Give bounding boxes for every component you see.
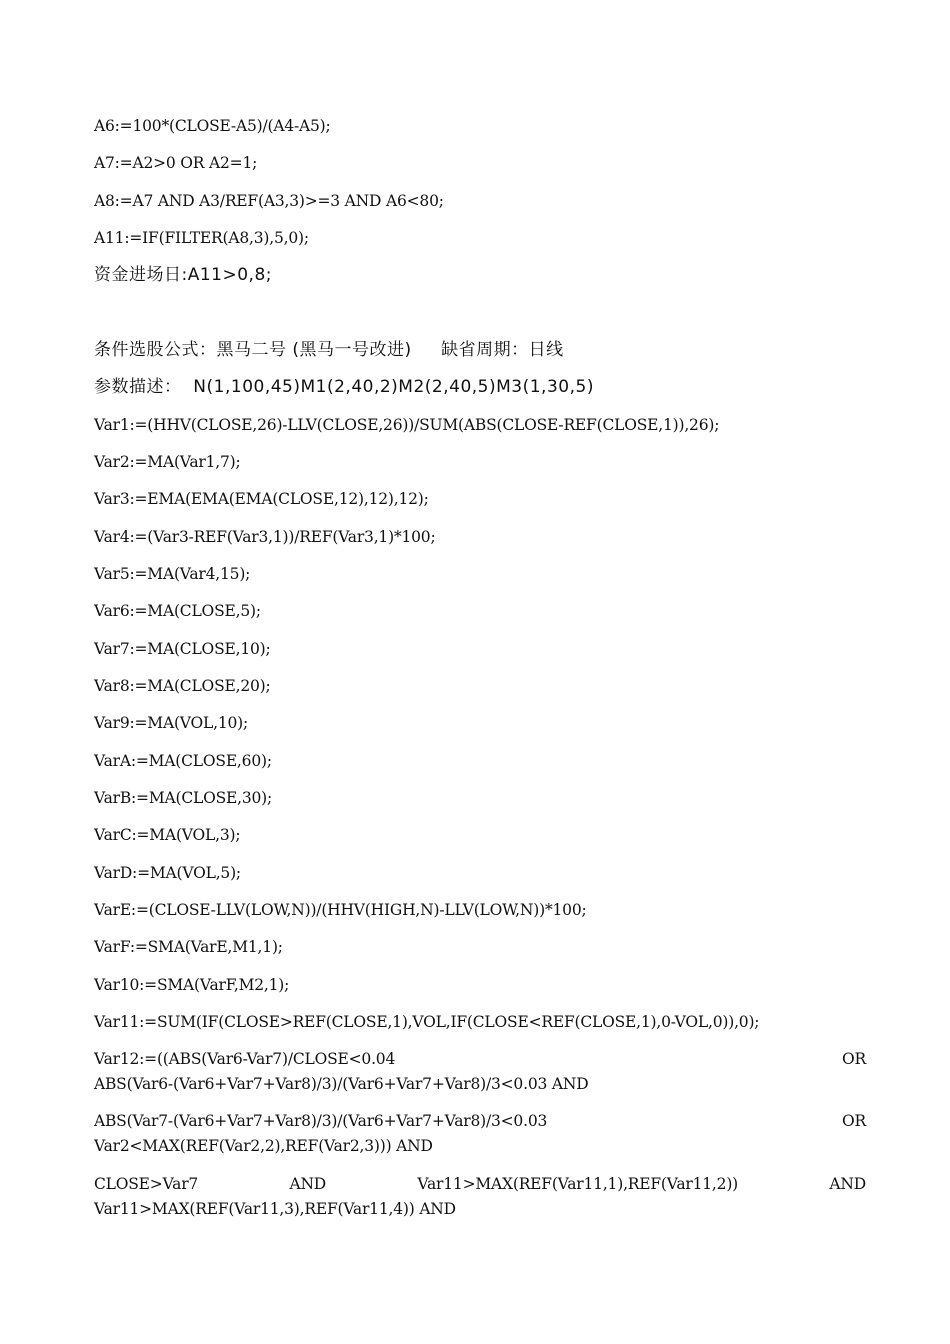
formula-line: A7:=A2>0 OR A2=1;	[94, 154, 258, 172]
formula-line: Var6:=MA(CLOSE,5);	[94, 602, 261, 620]
formula-segment: OR	[842, 1050, 866, 1068]
formula-segment: ABS(Var7-(Var6+Var7+Var8)/3)/(Var6+Var7+Var8)/3<0.03	[94, 1112, 548, 1130]
formula-line: Var4:=(Var3-REF(Var3,1))/REF(Var3,1)*100;	[94, 528, 436, 546]
section-heading: 条件选股公式：黑马二号 (黑马一号改进) 缺省周期：日线	[94, 340, 564, 360]
formula-segment: AND	[289, 1175, 327, 1193]
formula-line: Var11:=SUM(IF(CLOSE>REF(CLOSE,1),VOL,IF(CLOSE<REF(CLOSE,1),0-VOL,0)),0);	[94, 1013, 760, 1031]
formula-line: Var2:=MA(Var1,7);	[94, 453, 241, 471]
wrapped-formula-second-line: Var2<MAX(REF(Var2,2),REF(Var2,3))) AND	[94, 1137, 433, 1155]
formula-line: Var8:=MA(CLOSE,20);	[94, 677, 271, 695]
formula-line: VarF:=SMA(VarE,M1,1);	[94, 938, 283, 956]
formula-line: VarE:=(CLOSE-LLV(LOW,N))/(HHV(HIGH,N)-LLV(LOW,N))*100;	[94, 901, 587, 919]
formula-line: VarC:=MA(VOL,3);	[94, 826, 241, 844]
wrapped-formula-second-line: Var11>MAX(REF(Var11,3),REF(Var11,4)) AND	[94, 1200, 456, 1218]
formula-line: Var9:=MA(VOL,10);	[94, 714, 249, 732]
formula-line: Var1:=(HHV(CLOSE,26)-LLV(CLOSE,26))/SUM(ABS(CLOSE-REF(CLOSE,1)),26);	[94, 416, 720, 434]
wrapped-formula-second-line: ABS(Var6-(Var6+Var7+Var8)/3)/(Var6+Var7+Var8)/3<0.03 AND	[94, 1075, 589, 1093]
wrapped-formula-first-line	[94, 1172, 866, 1197]
wrapped-formula	[94, 1047, 866, 1097]
formula-segment: Var12:=((ABS(Var6-Var7)/CLOSE<0.04	[94, 1050, 396, 1068]
wrapped-formula-first-line	[94, 1109, 866, 1134]
formula-line: Var10:=SMA(VarF,M2,1);	[94, 976, 290, 994]
wrapped-formula	[94, 1172, 866, 1222]
formula-line: Var7:=MA(CLOSE,10);	[94, 640, 271, 658]
formula-line: Var3:=EMA(EMA(EMA(CLOSE,12),12),12);	[94, 490, 429, 508]
formula-line: VarD:=MA(VOL,5);	[94, 864, 241, 882]
parameter-description: 参数描述： N(1,100,45)M1(2,40,2)M2(2,40,5)M3(1,30,5)	[94, 377, 594, 397]
formula-line: Var5:=MA(Var4,15);	[94, 565, 251, 583]
wrapped-formula	[94, 1109, 866, 1159]
formula-segment: AND	[829, 1175, 866, 1193]
formula-line: A8:=A7 AND A3/REF(A3,3)>=3 AND A6<80;	[94, 192, 444, 210]
formula-line: A11:=IF(FILTER(A8,3),5,0);	[94, 229, 309, 247]
formula-line: 资金进场日:A11>0,8;	[94, 265, 272, 285]
formula-segment: CLOSE>Var7	[94, 1175, 199, 1193]
formula-line: VarB:=MA(CLOSE,30);	[94, 789, 273, 807]
wrapped-formula-first-line	[94, 1047, 866, 1072]
formula-line: A6:=100*(CLOSE-A5)/(A4-A5);	[94, 117, 331, 135]
formula-segment: OR	[842, 1112, 866, 1130]
formula-line: VarA:=MA(CLOSE,60);	[94, 752, 272, 770]
formula-segment: Var11>MAX(REF(Var11,1),REF(Var11,2))	[417, 1175, 739, 1193]
